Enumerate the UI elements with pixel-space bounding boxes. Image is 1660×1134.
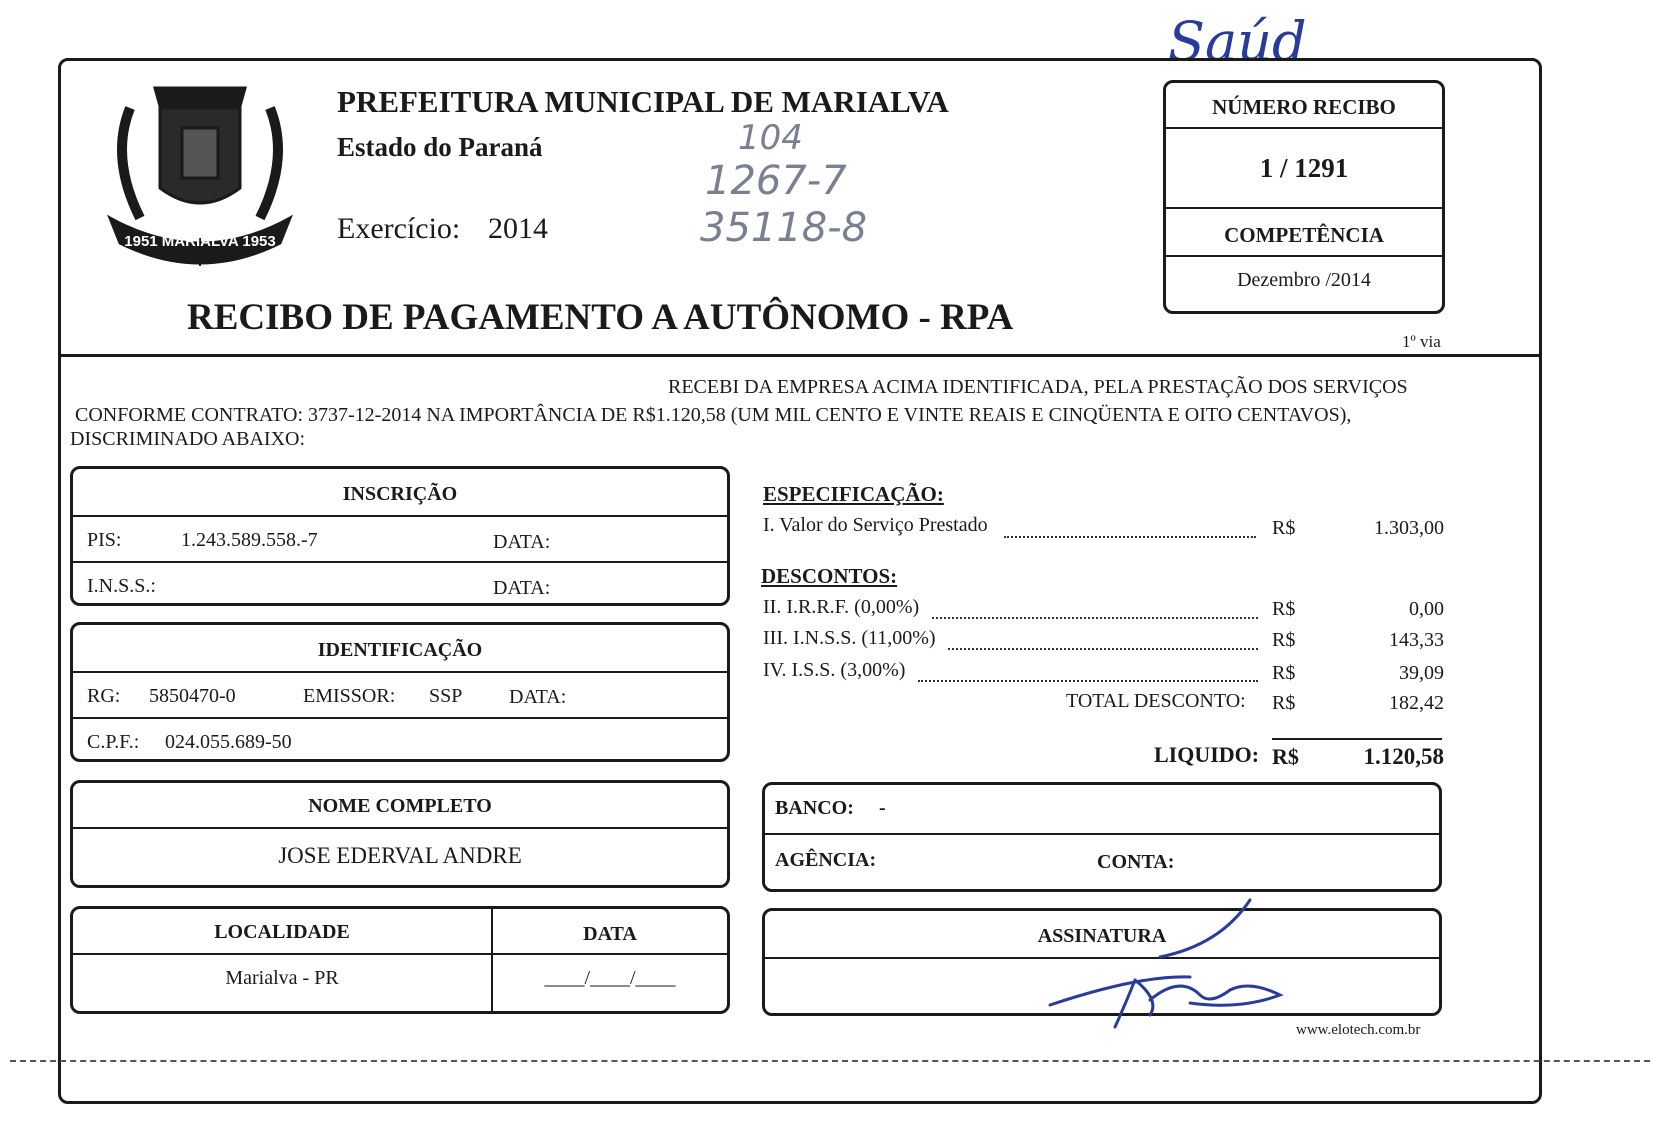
org-name: PREFEITURA MUNICIPAL DE MARIALVA xyxy=(337,84,949,119)
inss-label: I.N.S.S.: xyxy=(87,575,156,597)
rg-value: 5850470-0 xyxy=(149,685,236,707)
receipt-number-box xyxy=(1163,80,1445,314)
nome-completo-title: NOME COMPLETO xyxy=(308,795,492,817)
pis-label: PIS: xyxy=(87,529,122,551)
desconto-inss-value: 143,33 xyxy=(1389,629,1444,651)
identificacao-title: IDENTIFICAÇÃO xyxy=(317,639,483,661)
desconto-iss-currency: R$ xyxy=(1272,662,1296,684)
via-label: 1º via xyxy=(1402,332,1441,351)
inscricao-box xyxy=(70,466,730,606)
inscricao-title: INSCRIÇÃO xyxy=(342,483,458,505)
data-title: DATA xyxy=(583,923,637,945)
servico-currency: R$ xyxy=(1272,517,1296,539)
servico-label: I. Valor do Serviço Prestado xyxy=(763,514,988,536)
banco-label: BANCO: xyxy=(775,797,854,819)
state-name: Estado do Paraná xyxy=(337,132,543,162)
exercicio-label: Exercício: xyxy=(337,212,461,245)
nome-completo-value: JOSE EDERVAL ANDRE xyxy=(278,843,522,868)
perforation-line xyxy=(10,1060,1650,1062)
footer-website[interactable]: www.elotech.com.br xyxy=(1296,1022,1421,1038)
descontos-title: DESCONTOS: xyxy=(761,564,898,588)
data-value: ____/____/____ xyxy=(544,967,676,989)
total-desconto-currency: R$ xyxy=(1272,692,1296,714)
cpf-label: C.P.F.: xyxy=(87,731,140,753)
localidade-box xyxy=(70,906,730,1014)
statement-line-1: RECEBI DA EMPRESA ACIMA IDENTIFICADA, PELA PRESTAÇÃO DOS SERVIÇOS xyxy=(668,376,1408,398)
total-desconto-value: 182,42 xyxy=(1389,692,1444,714)
identificacao-box xyxy=(70,622,730,762)
nome-completo-box xyxy=(70,780,730,888)
pencil-note-1: 104 xyxy=(738,118,803,158)
especificacao-title: ESPECIFICAÇÃO: xyxy=(763,482,944,506)
conta-label: CONTA: xyxy=(1097,851,1175,873)
pencil-note-2: 1267-7 xyxy=(705,158,847,204)
header-divider xyxy=(58,354,1542,357)
cpf-value: 024.055.689-50 xyxy=(165,731,292,753)
rg-label: RG: xyxy=(87,685,121,707)
signature-scribble xyxy=(1040,895,1300,1035)
servico-value: 1.303,00 xyxy=(1374,517,1444,539)
localidade-value: Marialva - PR xyxy=(225,967,339,989)
numero-recibo-value: 1 / 1291 xyxy=(1259,153,1349,183)
localidade-title: LOCALIDADE xyxy=(214,921,350,943)
document-title: RECIBO DE PAGAMENTO A AUTÔNOMO - RPA xyxy=(187,297,1014,338)
seal-text: 1951 MARIALVA 1953 xyxy=(124,233,276,250)
agencia-label: AGÊNCIA: xyxy=(775,849,877,871)
pis-value: 1.243.589.558.-7 xyxy=(181,529,318,551)
handwritten-top-right: Saúd xyxy=(1168,10,1307,73)
banco-box xyxy=(762,782,1442,892)
competencia-value: Dezembro /2014 xyxy=(1237,269,1371,291)
liquido-currency: R$ xyxy=(1272,744,1299,769)
desconto-irrf-currency: R$ xyxy=(1272,598,1296,620)
numero-recibo-label: NÚMERO RECIBO xyxy=(1212,95,1396,119)
inss-data-label: DATA: xyxy=(493,577,551,599)
municipal-seal xyxy=(100,68,300,268)
liquido-value: 1.120,58 xyxy=(1363,744,1444,769)
desconto-inss-label: III. I.N.S.S. (11,00%) xyxy=(763,627,936,649)
pencil-note-3: 35118-8 xyxy=(700,205,868,251)
desconto-iss-value: 39,09 xyxy=(1399,662,1444,684)
emissor-value: SSP xyxy=(429,685,463,707)
pis-data-label: DATA: xyxy=(493,531,551,553)
desconto-irrf-value: 0,00 xyxy=(1409,598,1444,620)
desconto-irrf-label: II. I.R.R.F. (0,00%) xyxy=(763,596,920,618)
desconto-inss-currency: R$ xyxy=(1272,629,1296,651)
liquido-label: LIQUIDO: xyxy=(1154,742,1260,767)
emissor-label: EMISSOR: xyxy=(303,685,396,707)
statement-line-3: DISCRIMINADO ABAIXO: xyxy=(70,428,306,450)
desconto-iss-label: IV. I.S.S. (3,00%) xyxy=(763,659,906,681)
competencia-label: COMPETÊNCIA xyxy=(1224,223,1384,247)
identificacao-data-label: DATA: xyxy=(509,686,567,708)
total-desconto-label: TOTAL DESCONTO: xyxy=(1066,690,1246,712)
banco-value: - xyxy=(879,797,886,819)
liquido-rule xyxy=(1272,738,1442,740)
statement-line-2: CONFORME CONTRATO: 3737-12-2014 NA IMPORTÂNCIA DE R$1.120,58 (UM MIL CENTO E VINTE REAIS E CINQÜENTA E OITO CENTAVOS), xyxy=(75,404,1352,426)
assinatura-title: ASSINATURA xyxy=(1037,925,1167,947)
exercicio-value: 2014 xyxy=(488,212,548,245)
